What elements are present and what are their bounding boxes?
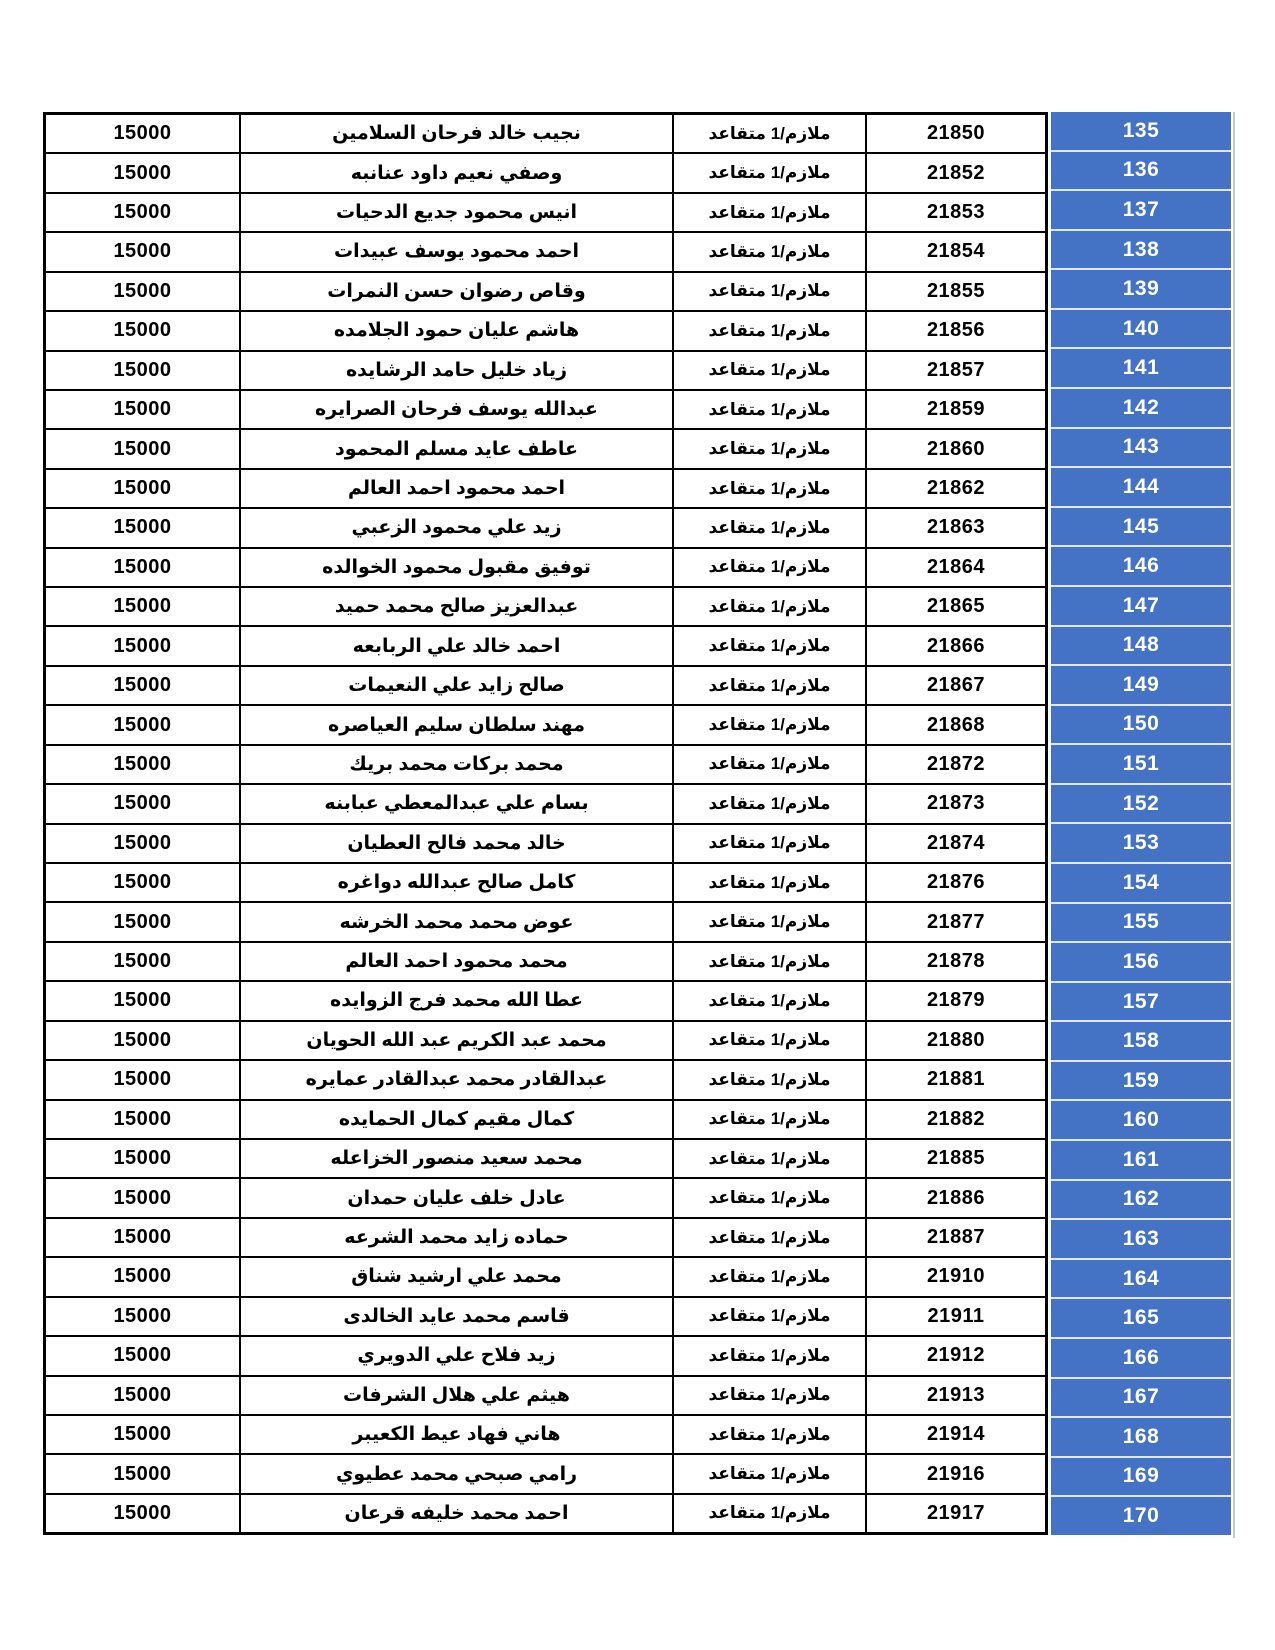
name-cell: عاطف عايد مسلم المحمود [241, 430, 674, 467]
serial-cell: 21912 [926, 1344, 986, 1367]
table-row [46, 627, 1045, 666]
name-cell: محمد عبد الكريم عبد الله الحويان [241, 1022, 674, 1059]
table-row [46, 509, 1045, 548]
index-cell: 143 [1051, 429, 1231, 469]
index-cell: 163 [1051, 1220, 1231, 1260]
index-cell: 159 [1051, 1062, 1231, 1102]
amount-cell: 15000 [46, 509, 241, 546]
rank-cell: ملازم/1 متقاعد [674, 1495, 867, 1532]
amount-cell: 15000 [46, 706, 241, 743]
table-row [46, 588, 1045, 627]
serial-cell: 21867 [926, 674, 986, 697]
amount-cell: 15000 [46, 1455, 241, 1492]
index-cell: 162 [1051, 1181, 1231, 1221]
index-cell: 152 [1051, 785, 1231, 825]
index-cell: 138 [1051, 231, 1231, 271]
serial-cell: 21866 [926, 634, 986, 657]
index-cell: 164 [1051, 1260, 1231, 1300]
rank-cell: ملازم/1 متقاعد [674, 1101, 867, 1138]
name-cell: نجيب خالد فرحان السلامين [241, 115, 674, 152]
amount-cell: 15000 [46, 1101, 241, 1138]
name-cell: احمد محمود يوسف عبيدات [241, 233, 674, 270]
name-cell: احمد خالد علي الربابعه [241, 627, 674, 664]
serial-cell: 21887 [926, 1226, 986, 1249]
amount-cell: 15000 [46, 115, 241, 152]
amount-cell: 15000 [46, 470, 241, 507]
serial-cell: 21862 [926, 477, 986, 499]
name-cell: زياد خليل حامد الرشايده [241, 352, 674, 389]
name-cell: زيد فلاح علي الدويري [241, 1337, 674, 1374]
table-row [46, 312, 1045, 351]
index-cell: 168 [1051, 1418, 1231, 1458]
serial-cell: 21878 [926, 950, 986, 973]
index-cell: 167 [1051, 1379, 1231, 1419]
name-cell: كمال مقيم كمال الحمايده [241, 1101, 674, 1138]
rank-cell: ملازم/1 متقاعد [674, 273, 867, 310]
name-cell: احمد محمود احمد العالم [241, 470, 674, 507]
amount-cell: 15000 [46, 1061, 241, 1098]
rank-cell: ملازم/1 متقاعد [674, 1455, 867, 1492]
name-cell: عبدالقادر محمد عبدالقادر عمايره [241, 1061, 674, 1098]
name-cell: احمد محمد خليفه قرعان [241, 1495, 674, 1532]
rank-cell: ملازم/1 متقاعد [674, 1377, 867, 1414]
table-row [46, 115, 1045, 154]
serial-cell: 21855 [926, 279, 986, 302]
index-cell: 135 [1051, 112, 1231, 152]
rank-cell: ملازم/1 متقاعد [674, 1258, 867, 1295]
serial-cell: 21914 [926, 1423, 986, 1446]
serial-cell: 21916 [926, 1462, 986, 1485]
serial-cell: 21913 [926, 1383, 986, 1406]
amount-cell: 15000 [46, 194, 241, 231]
index-cell: 154 [1051, 864, 1231, 904]
name-cell: وقاص رضوان حسن النمرات [241, 273, 674, 310]
amount-cell: 15000 [46, 1377, 241, 1414]
serial-cell: 21877 [926, 910, 986, 933]
amount-cell: 15000 [46, 1337, 241, 1374]
serial-cell: 21881 [926, 1068, 986, 1091]
table-row [46, 1101, 1045, 1140]
amount-cell: 15000 [46, 746, 241, 783]
index-cell: 169 [1051, 1458, 1231, 1498]
serial-cell: 21886 [926, 1186, 986, 1209]
rank-cell: ملازم/1 متقاعد [674, 903, 867, 940]
amount-cell: 15000 [46, 430, 241, 467]
table-row [46, 667, 1045, 706]
index-cell: 151 [1051, 745, 1231, 785]
amount-cell: 15000 [46, 391, 241, 428]
index-cell: 141 [1051, 349, 1231, 389]
table-row [46, 1219, 1045, 1258]
table-row [46, 903, 1045, 942]
table-row [46, 864, 1045, 903]
table-row [46, 1416, 1045, 1455]
index-cell: 160 [1051, 1101, 1231, 1141]
table-row [46, 1140, 1045, 1179]
rank-cell: ملازم/1 متقاعد [674, 746, 867, 783]
amount-cell: 15000 [46, 273, 241, 310]
name-cell: رامي صبحي محمد عطيوي [241, 1455, 674, 1492]
amount-cell: 15000 [46, 825, 241, 862]
index-cell: 139 [1051, 270, 1231, 310]
amount-cell: 15000 [46, 549, 241, 586]
name-cell: عادل خلف عليان حمدان [241, 1179, 674, 1216]
amount-cell: 15000 [46, 785, 241, 822]
serial-cell: 21857 [926, 358, 986, 381]
rank-cell: ملازم/1 متقاعد [674, 352, 867, 389]
index-cell: 157 [1051, 983, 1231, 1023]
table-row [46, 706, 1045, 745]
rank-cell: ملازم/1 متقاعد [674, 1337, 867, 1374]
serial-cell: 21850 [926, 122, 986, 145]
serial-cell: 21872 [926, 752, 986, 775]
amount-cell: 15000 [46, 352, 241, 389]
index-cell: 142 [1051, 389, 1231, 429]
table-row [46, 470, 1045, 509]
table-row [46, 785, 1045, 824]
rank-cell: ملازم/1 متقاعد [674, 627, 867, 664]
table-row [46, 391, 1045, 430]
table-row [46, 746, 1045, 785]
name-cell: هاشم عليان حمود الجلامده [241, 312, 674, 349]
table-row [46, 1455, 1045, 1494]
index-cell: 156 [1051, 943, 1231, 983]
name-cell: هيثم علي هلال الشرفات [241, 1377, 674, 1414]
table-row [46, 1495, 1045, 1532]
rank-cell: ملازم/1 متقاعد [674, 312, 867, 349]
table-row [46, 1022, 1045, 1061]
name-cell: قاسم محمد عايد الخالدى [241, 1298, 674, 1335]
table-row [46, 1337, 1045, 1376]
index-cell: 148 [1051, 627, 1231, 667]
rank-cell: ملازم/1 متقاعد [674, 194, 867, 231]
table-row [46, 233, 1045, 272]
index-cell: 150 [1051, 706, 1231, 746]
rank-cell: ملازم/1 متقاعد [674, 549, 867, 586]
index-cell: 153 [1051, 824, 1231, 864]
serial-cell: 21854 [926, 240, 986, 263]
rank-cell: ملازم/1 متقاعد [674, 1298, 867, 1335]
amount-cell: 15000 [46, 233, 241, 270]
serial-cell: 21863 [926, 516, 986, 539]
amount-cell: 15000 [46, 667, 241, 704]
serial-cell: 21853 [926, 201, 986, 224]
retirees-table [43, 112, 1048, 1535]
rank-cell: ملازم/1 متقاعد [674, 154, 867, 191]
serial-cell: 21873 [926, 792, 986, 815]
amount-cell: 15000 [46, 864, 241, 901]
name-cell: عبدالعزيز صالح محمد حميد [241, 588, 674, 625]
name-cell: مهند سلطان سليم العياصره [241, 706, 674, 743]
amount-cell: 15000 [46, 982, 241, 1019]
table-row [46, 1061, 1045, 1100]
serial-cell: 21856 [926, 319, 986, 342]
amount-cell: 15000 [46, 1140, 241, 1177]
amount-cell: 15000 [46, 1258, 241, 1295]
serial-cell: 21868 [926, 713, 986, 736]
rank-cell: ملازم/1 متقاعد [674, 588, 867, 625]
serial-cell: 21874 [926, 831, 986, 854]
amount-cell: 15000 [46, 1416, 241, 1453]
serial-cell: 21879 [926, 989, 986, 1012]
rank-cell: ملازم/1 متقاعد [674, 706, 867, 743]
index-cell: 170 [1051, 1497, 1231, 1535]
amount-cell: 15000 [46, 312, 241, 349]
serial-cell: 21911 [927, 1304, 985, 1327]
name-cell: هاني فهاد عيط الكعيبر [241, 1416, 674, 1453]
amount-cell: 15000 [46, 1179, 241, 1216]
table-row [46, 1179, 1045, 1218]
amount-cell: 15000 [46, 1298, 241, 1335]
name-cell: كامل صالح عبدالله دواغره [241, 864, 674, 901]
table-row [46, 352, 1045, 391]
table-row [46, 549, 1045, 588]
name-cell: محمد علي ارشيد شناق [241, 1258, 674, 1295]
rank-cell: ملازم/1 متقاعد [674, 1416, 867, 1453]
serial-cell: 21852 [926, 161, 986, 184]
index-cell: 149 [1051, 666, 1231, 706]
rank-cell: ملازم/1 متقاعد [674, 470, 867, 507]
rank-cell: ملازم/1 متقاعد [674, 943, 867, 980]
table-row [46, 154, 1045, 193]
name-cell: صالح زايد علي النعيمات [241, 667, 674, 704]
rank-cell: ملازم/1 متقاعد [674, 785, 867, 822]
name-cell: عبدالله يوسف فرحان الصرايره [241, 391, 674, 428]
index-cell: 147 [1051, 587, 1231, 627]
serial-cell: 21860 [926, 437, 986, 460]
serial-cell: 21880 [926, 1028, 986, 1051]
serial-cell: 21865 [926, 595, 986, 618]
table-row [46, 943, 1045, 982]
rank-cell: ملازم/1 متقاعد [674, 430, 867, 467]
rank-cell: ملازم/1 متقاعد [674, 1179, 867, 1216]
rank-cell: ملازم/1 متقاعد [674, 509, 867, 546]
serial-cell: 21910 [926, 1265, 986, 1288]
table-row [46, 1298, 1045, 1337]
amount-cell: 15000 [46, 1495, 241, 1532]
index-cell: 144 [1051, 468, 1231, 508]
serial-cell: 21859 [926, 398, 986, 421]
table-row [46, 825, 1045, 864]
rank-cell: ملازم/1 متقاعد [674, 864, 867, 901]
name-cell: عطا الله محمد فرج الزوايده [241, 982, 674, 1019]
amount-cell: 15000 [46, 903, 241, 940]
name-cell: بسام علي عبدالمعطي عبابنه [241, 785, 674, 822]
index-cell: 140 [1051, 310, 1231, 350]
index-cell: 155 [1051, 904, 1231, 944]
index-cell: 136 [1051, 152, 1231, 192]
rank-cell: ملازم/1 متقاعد [674, 982, 867, 1019]
rank-cell: ملازم/1 متقاعد [674, 115, 867, 152]
name-cell: خالد محمد فالح العطيان [241, 825, 674, 862]
name-cell: محمد محمود احمد العالم [241, 943, 674, 980]
rank-cell: ملازم/1 متقاعد [674, 1061, 867, 1098]
rank-cell: ملازم/1 متقاعد [674, 1140, 867, 1177]
serial-cell: 21917 [926, 1501, 986, 1524]
name-cell: زيد علي محمود الزعبي [241, 509, 674, 546]
amount-cell: 15000 [46, 154, 241, 191]
table-row [46, 273, 1045, 312]
rank-cell: ملازم/1 متقاعد [674, 1219, 867, 1256]
index-cell: 166 [1051, 1339, 1231, 1379]
table-row [46, 1377, 1045, 1416]
index-cell: 165 [1051, 1299, 1231, 1339]
name-cell: توفيق مقبول محمود الخوالده [241, 549, 674, 586]
table-row [46, 1258, 1045, 1297]
index-cell: 145 [1051, 508, 1231, 548]
serial-cell: 21885 [926, 1147, 986, 1170]
table-row [46, 982, 1045, 1021]
name-cell: حماده زايد محمد الشرعه [241, 1219, 674, 1256]
rank-cell: ملازم/1 متقاعد [674, 825, 867, 862]
spreadsheet-gridline [1233, 112, 1235, 1538]
name-cell: محمد بركات محمد بريك [241, 746, 674, 783]
serial-cell: 21864 [926, 555, 986, 578]
rank-cell: ملازم/1 متقاعد [674, 233, 867, 270]
rank-cell: ملازم/1 متقاعد [674, 391, 867, 428]
rank-cell: ملازم/1 متقاعد [674, 667, 867, 704]
table-row [46, 430, 1045, 469]
amount-cell: 15000 [46, 1219, 241, 1256]
index-cell: 146 [1051, 547, 1231, 587]
amount-cell: 15000 [46, 943, 241, 980]
rank-cell: ملازم/1 متقاعد [674, 1022, 867, 1059]
amount-cell: 15000 [46, 1022, 241, 1059]
amount-cell: 15000 [46, 627, 241, 664]
index-cell: 158 [1051, 1022, 1231, 1062]
index-cell: 137 [1051, 191, 1231, 231]
name-cell: عوض محمد محمد الخرشه [241, 903, 674, 940]
index-cell: 161 [1051, 1141, 1231, 1181]
serial-cell: 21882 [926, 1107, 986, 1130]
name-cell: محمد سعيد منصور الخزاعله [241, 1140, 674, 1177]
index-column [1051, 112, 1231, 1535]
name-cell: وصفي نعيم داود عنانبه [241, 154, 674, 191]
serial-cell: 21876 [926, 871, 986, 894]
amount-cell: 15000 [46, 588, 241, 625]
name-cell: انيس محمود جديع الدحيات [241, 194, 674, 231]
table-row [46, 194, 1045, 233]
